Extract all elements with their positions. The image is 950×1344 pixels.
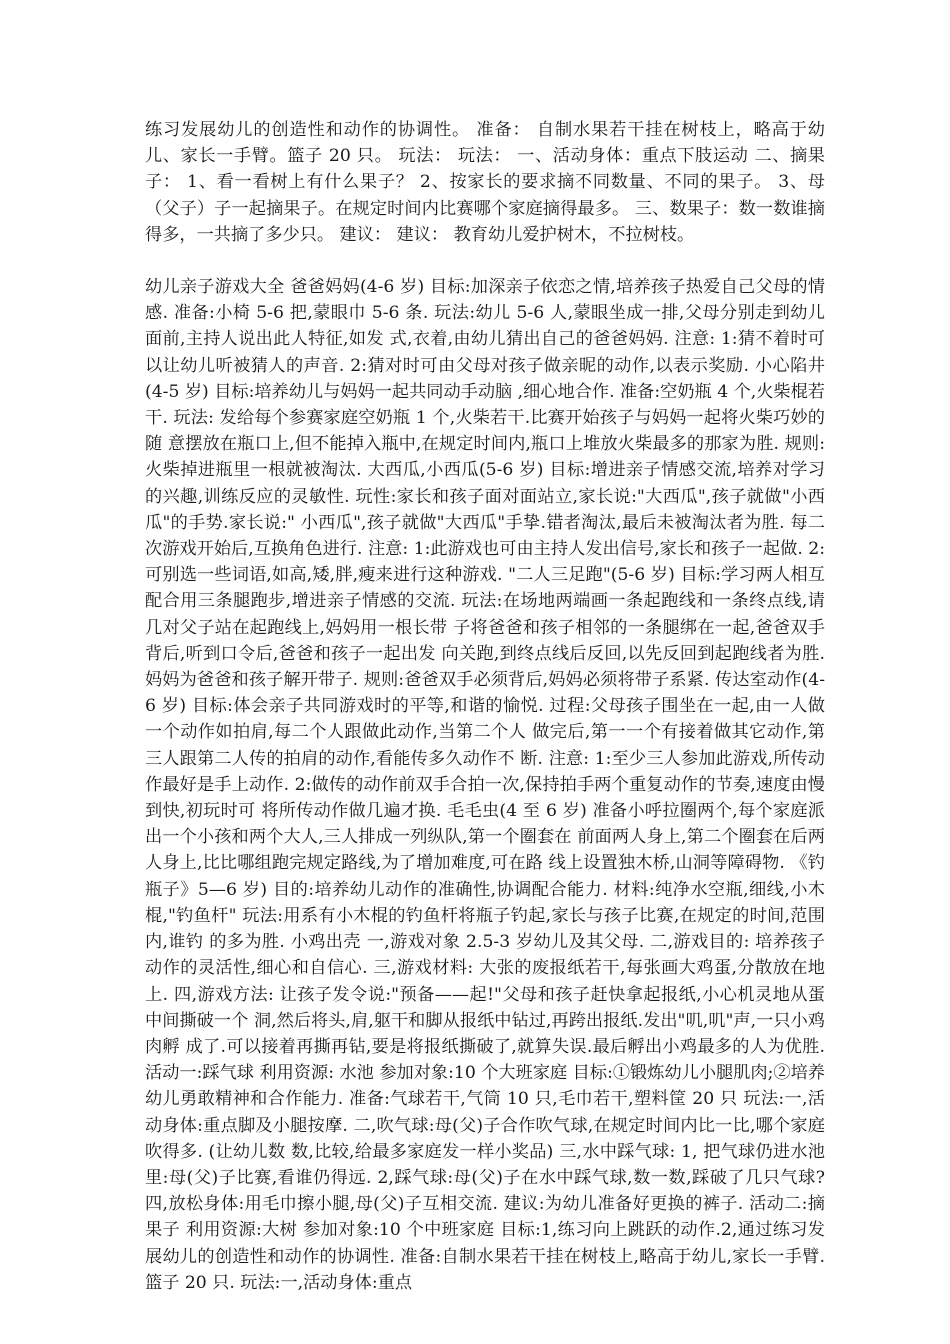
- paragraph-fruit-picking: 练习发展幼儿的创造性和动作的协调性。 准备： 自制水果若干挂在树枝上，略高于幼儿、家长一手臂。篮子 20 只。 玩法： 玩法： 一、活动身体：重点下肢运动 二、摘果子： 1、看一看树上有什么果子？ 2、按家长的要求摘不同数量、不同的果子。 3、母（父子）子一起摘果子。在规定时间内比赛哪个家庭摘得最多。 三、数果子：数一数谁摘得多，一共摘了多少只。 建议： 建议： 教育幼儿爱护树木，不拉树枝。: [145, 120, 825, 245]
- document-page: [145, 117, 825, 1296]
- paragraph-parent-child-games: 幼儿亲子游戏大全 爸爸妈妈(4-6 岁) 目标:加深亲子依恋之情,培养孩子热爱自己父母的情感. 准备:小椅 5-6 把,蒙眼巾 5-6 条. 玩法:幼儿 5-6 人,蒙眼坐成一排,父母分别走到幼儿面前,主持人说出此人特征,如发 式,衣着,由幼儿猜出自己的爸爸妈妈. 注意: 1:猜不着时可以让幼儿听被猜人的声音. 2:猜对时可由父母对孩子做亲昵的动作,以表示奖励. 小心陷井(4-5 岁) 目标:培养幼儿与妈妈一起共同动手动脑 ,细心地合作. 准备:空奶瓶 4 个,火柴棍若干. 玩法: 发给每个参赛家庭空奶瓶 1 个,火柴若干.比赛开始孩子与妈妈一起将火柴巧妙的随 意摆放在瓶口上,但不能掉入瓶中,在规定时间内,瓶口上堆放火柴最多的那家为胜. 规则:火柴掉进瓶里一根就被淘汰. 大西瓜,小西瓜(5-6 岁) 目标:增进亲子情感交流,培养对学习的兴趣,训练反应的灵敏性. 玩性:家长和孩子面对面站立,家长说:"大西瓜",孩子就做"小西瓜"的手势.家长说:" 小西瓜",孩子就做"大西瓜"手挚.错者淘汰,最后未被淘汰者为胜. 每二次游戏开始后,互换角色进行. 注意: 1:此游戏也可由主持人发出信号,家长和孩子一起做. 2:可别选一些词语,如高,矮,胖,瘦来进行这种游戏. "二人三足跑"(5-6 岁) 目标:学习两人相互配合用三条腿跑步,增进亲子情感的交流. 玩法:在场地两端画一条起跑线和一条终点线,请几对父子站在起跑线上,妈妈用一根长带 子将爸爸和孩子相邻的一条腿绑在一起,爸爸双手背后,听到口令后,爸爸和孩子一起出发 向关跑,到终点线后反回,以先反回到起跑线者为胜.妈妈为爸爸和孩子解开带子. 规则:爸爸双手必须背后,妈妈必须将带子系紧. 传达室动作(4-6 岁) 目标:体会亲子共同游戏时的平等,和谐的愉悦. 过程:父母孩子围坐在一起,由一人做一个动作如拍肩,每二个人跟做此动作,当第二个人 做完后,第一一个有接着做其它动作,第三人跟第二人传的拍肩的动作,看能传多久动作不 断. 注意: 1:至少三人参加此游戏,所传动作最好是手上动作. 2:做传的动作前双手合拍一次,保持拍手两个重复动作的节奏,速度由慢到快,初玩时可 将所传动作做几遍才换. 毛毛虫(4 至 6 岁) 准备小呼拉圈两个,每个家庭派出一个小孩和两个大人,三人排成一列纵队,第一个圈套在 前面两人身上,第二个圈套在后两人身上,比比哪组跑完规定路线,为了增加难度,可在路 线上设置独木桥,山洞等障碍物. 《钓瓶子》5—6 岁) 目的:培养幼儿动作的准确性,协调配合能力. 材料:纯净水空瓶,细线,小木棍,"钓鱼杆" 玩法:用系有小木棍的钓鱼杆将瓶子钓起,家长与孩子比赛,在规定的时间,范围内,谁钓 的多为胜. 小鸡出壳 一,游戏对象 2.5-3 岁幼儿及其父母. 二,游戏目的: 培养孩子动作的灵活性,细心和自信心. 三,游戏材料: 大张的废报纸若干,每张画大鸡蛋,分散放在地上. 四,游戏方法: 让孩子发令说:"预备——起!"父母和孩子赶快拿起报纸,小心机灵地从蛋中间撕破一个 洞,然后将头,肩,躯干和脚从报纸中钻过,再跨出报纸.发出"叽,叽"声,一只小鸡肉孵 成了.可以接着再撕再钻,要是将报纸撕破了,就算失误.最后孵出小鸡最多的人为优胜. 活动一:踩气球 利用资源: 水池 参加对象:10 个大班家庭 目标:①锻炼幼儿小腿肌肉;②培养幼儿勇敢精神和合作能力. 准备:气球若干,气筒 10 只,毛巾若干,塑料筐 20 只 玩法:一,活动身体:重点脚及小腿按摩. 二,吹气球:母(父)子合作吹气球,在规定时间内比一比,哪个家庭吹得多. (让幼儿数 数,比较,给最多家庭发一样小奖品) 三,水中踩气球: 1, 把气球仍进水池里:母(父)子比赛,看谁仍得远. 2,踩气球:母(父)子在水中踩气球,数一数,踩破了几只气球? 四,放松身体:用毛巾擦小腿,母(父)子互相交流. 建议:为幼儿准备好更换的裤子. 活动二:摘果子 利用资源:大树 参加对象:10 个中班家庭 目标:1,练习向上跳跃的动作.2,通过练习发展幼儿的创造性和动作的协调性. 准备:自制水果若干挂在树枝上,略高于幼儿,家长一手臂.篮子 20 只. 玩法:一,活动身体:重点: [145, 277, 825, 1293]
